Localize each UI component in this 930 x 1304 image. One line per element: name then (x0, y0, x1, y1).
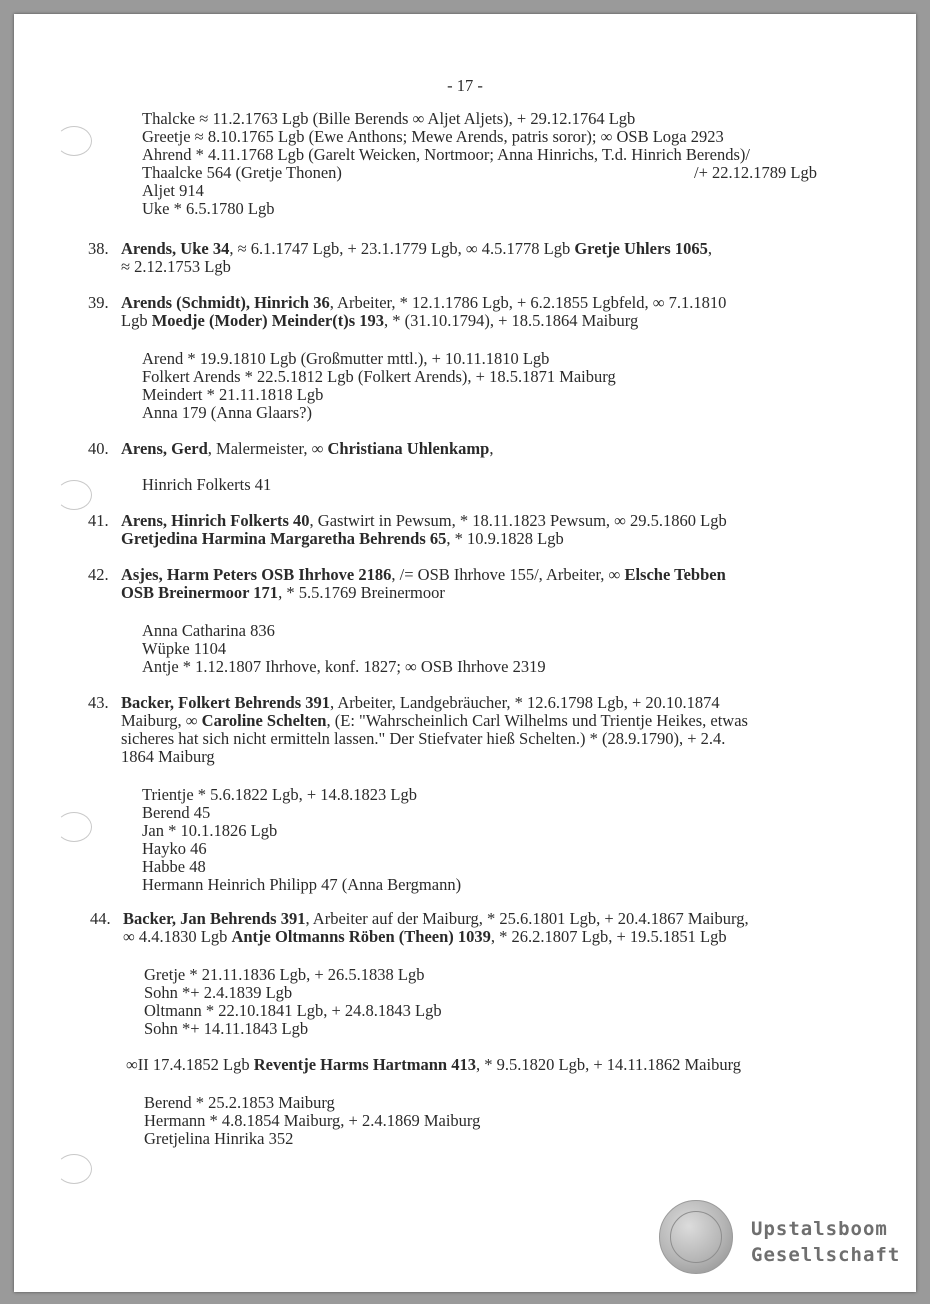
entry-text: , Gastwirt in Pewsum, * 18.11.1823 Pewsum, ∞ 29.5.1860 Lgb (309, 511, 727, 530)
spouse-name: Caroline Schelten (201, 711, 327, 730)
person-name: Backer, Folkert Behrends 391 (121, 693, 330, 712)
punch-hole-mark (56, 480, 92, 510)
children-list (142, 350, 616, 422)
child-line: Arend * 19.9.1810 Lgb (Großmutter mttl.), + 10.11.1810 Lgb (142, 349, 550, 368)
spouse-name: Elsche Tebben (624, 565, 726, 584)
spouse-name: Gretjedina Harmina Margaretha Behrends 65 (121, 529, 447, 548)
child-line: Trientje * 5.6.1822 Lgb, + 14.8.1823 Lgb (142, 785, 417, 804)
entry-text: , Malermeister, ∞ (207, 439, 328, 458)
entry-44 (123, 910, 749, 946)
child-line: Antje * 1.12.1807 Ihrhove, konf. 1827; ∞ OSB Ihrhove 2319 (142, 657, 546, 676)
entry-text: , * 26.2.1807 Lgb, + 19.5.1851 Lgb (490, 927, 727, 946)
children-list (142, 622, 546, 676)
entry-text: , * 10.9.1828 Lgb (446, 529, 564, 548)
children-list (144, 966, 442, 1038)
entry-text: , Arbeiter, * 12.1.1786 Lgb, + 6.2.1855 Lgbfeld, ∞ 7.1.1810 (329, 293, 727, 312)
child-line: Gretje * 21.11.1836 Lgb, + 26.5.1838 Lgb (144, 965, 425, 984)
death-date-right: /+ 22.12.1789 Lgb (694, 163, 817, 182)
child-line: Hermann * 4.8.1854 Maiburg, + 2.4.1869 Maiburg (144, 1111, 481, 1130)
child-line: Habbe 48 (142, 857, 206, 876)
child-line: Hermann Heinrich Philipp 47 (Anna Bergmann) (142, 875, 462, 894)
person-name: Arens, Hinrich Folkerts 40 (121, 511, 310, 530)
punch-hole-mark (56, 1154, 92, 1184)
child-line: Berend 45 (142, 803, 211, 822)
entry-number: 42. (88, 565, 109, 584)
entry-text: ∞II 17.4.1852 Lgb (126, 1055, 254, 1074)
entry-text: , (E: "Wahrscheinlich Carl Wilhelms und Trientje Heikes, etwas (326, 711, 748, 730)
person-name: Arends (Schmidt), Hinrich 36 (121, 293, 330, 312)
person-name: Backer, Jan Behrends 391 (123, 909, 306, 928)
person-name: Arens, Gerd (121, 439, 208, 458)
spouse-name: Moedje (Moder) Meinder(t)s 193 (151, 311, 385, 330)
child-line: Berend * 25.2.1853 Maiburg (144, 1093, 335, 1112)
text-line: Ahrend * 4.11.1768 Lgb (Garelt Weicken, Nortmoor; Anna Hinrichs, T.d. Hinrich Berends)/ (142, 145, 750, 164)
logo-text-line2: Gesellschaft (751, 1244, 901, 1266)
page-number: - 17 - (447, 76, 483, 95)
child-line: Wüpke 1104 (142, 639, 227, 658)
entry-text: , (707, 239, 712, 258)
child-line: Gretjelina Hinrika 352 (144, 1129, 294, 1148)
children-list (142, 786, 461, 894)
child-line: Meindert * 21.11.1818 Lgb (142, 385, 324, 404)
spouse-name: Christiana Uhlenkamp (327, 439, 490, 458)
child-line: Oltmann * 22.10.1841 Lgb, + 24.8.1843 Lgb (144, 1001, 442, 1020)
child-line: Jan * 10.1.1826 Lgb (142, 821, 278, 840)
entry-number: 39. (88, 293, 109, 312)
spouse-name: Reventje Harms Hartmann 413 (253, 1055, 476, 1074)
spouse-name: Antje Oltmanns Röben (Theen) 1039 (231, 927, 491, 946)
entry-text: , (489, 439, 494, 458)
children-list (142, 476, 271, 494)
entry-number: 38. (88, 239, 109, 258)
punch-hole-mark (56, 126, 92, 156)
children-list (144, 1094, 480, 1148)
second-marriage (126, 1056, 741, 1074)
entry-text: , * 5.5.1769 Breinermoor (278, 583, 445, 602)
person-name: Arends, Uke 34 (121, 239, 230, 258)
punch-hole-mark (56, 812, 92, 842)
entry-text: ∞ 4.4.1830 Lgb (123, 927, 232, 946)
entry-42 (121, 566, 726, 602)
text-line: ≈ 2.12.1753 Lgb (121, 257, 231, 276)
child-line: Anna Catharina 836 (142, 621, 275, 640)
entry-39 (121, 294, 726, 330)
entry-number: 44. (90, 909, 111, 928)
text-line: sicheres hat sich nicht ermitteln lassen." Der Stiefvater hieß Schelten.) * (28.9.1790), + 2.4. (121, 729, 726, 748)
child-line: Folkert Arends * 22.5.1812 Lgb (Folkert Arends), + 18.5.1871 Maiburg (142, 367, 616, 386)
entry-38 (121, 240, 712, 276)
child-line: Sohn *+ 14.11.1843 Lgb (144, 1019, 309, 1038)
entry-text: , ≈ 6.1.1747 Lgb, + 23.1.1779 Lgb, ∞ 4.5.1778 Lgb (229, 239, 575, 258)
entry-text: Lgb (121, 311, 152, 330)
seal-logo (659, 1200, 733, 1274)
entry-number: 43. (88, 693, 109, 712)
entry-text: , /= OSB Ihrhove 155/, Arbeiter, ∞ (391, 565, 625, 584)
logo-text-line1: Upstalsboom (751, 1218, 888, 1240)
continuation-block (142, 110, 750, 218)
person-name: Asjes, Harm Peters OSB Ihrhove 2186 (121, 565, 392, 584)
entry-43 (121, 694, 748, 766)
text-line: Thaalcke 564 (Gretje Thonen) (142, 163, 342, 182)
text-line: Thalcke ≈ 11.2.1763 Lgb (Bille Berends ∞ Aljet Aljets), + 29.12.1764 Lgb (142, 109, 636, 128)
text-line: Aljet 914 (142, 181, 204, 200)
entry-text: , Arbeiter, Landgebräucher, * 12.6.1798 Lgb, + 20.10.1874 (330, 693, 720, 712)
text-line: Uke * 6.5.1780 Lgb (142, 199, 275, 218)
text-line: Greetje ≈ 8.10.1765 Lgb (Ewe Anthons; Mewe Arends, patris soror); ∞ OSB Loga 2923 (142, 127, 724, 146)
child-line: Hinrich Folkerts 41 (142, 475, 272, 494)
entry-number: 40. (88, 439, 109, 458)
entry-40 (121, 440, 493, 458)
text-line: 1864 Maiburg (121, 747, 215, 766)
spouse-name: Gretje Uhlers 1065 (574, 239, 708, 258)
child-line: Anna 179 (Anna Glaars?) (142, 403, 312, 422)
entry-number: 41. (88, 511, 109, 530)
entry-41 (121, 512, 727, 548)
seal-inner-ring (670, 1211, 722, 1263)
entry-text: , * 9.5.1820 Lgb, + 14.11.1862 Maiburg (475, 1055, 742, 1074)
entry-text: , * (31.10.1794), + 18.5.1864 Maiburg (384, 311, 639, 330)
entry-text: , Arbeiter auf der Maiburg, * 25.6.1801 Lgb, + 20.4.1867 Maiburg, (305, 909, 749, 928)
child-line: Sohn *+ 2.4.1839 Lgb (144, 983, 293, 1002)
child-line: Hayko 46 (142, 839, 207, 858)
spouse-reference: OSB Breinermoor 171 (121, 583, 279, 602)
entry-text: Maiburg, ∞ (121, 711, 202, 730)
document-page (14, 14, 916, 1292)
